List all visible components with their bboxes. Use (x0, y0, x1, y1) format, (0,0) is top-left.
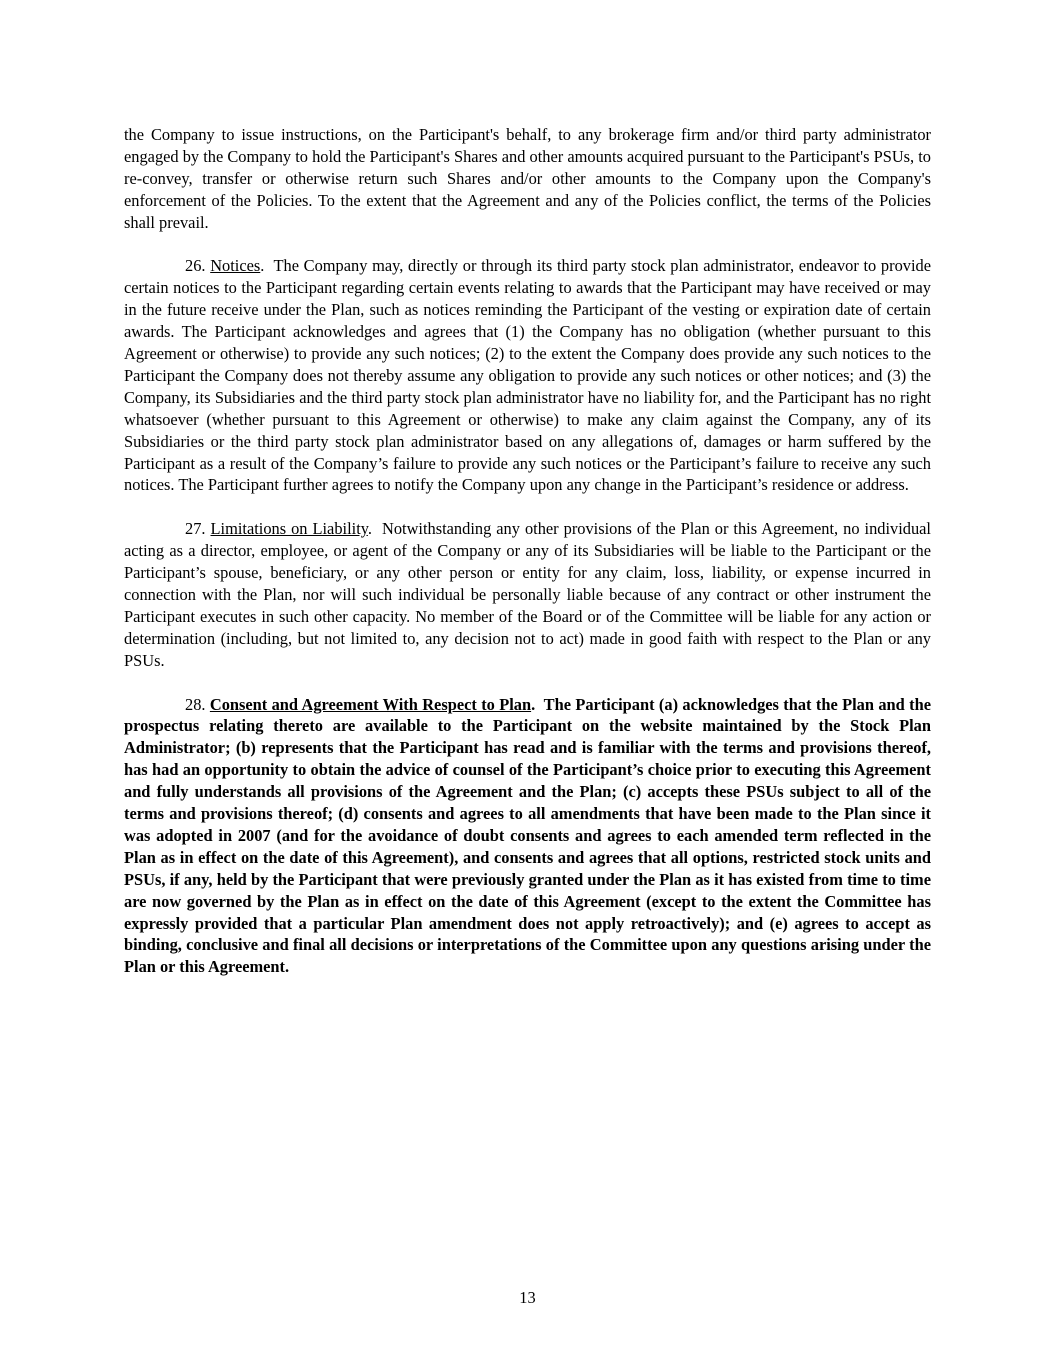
continuation-paragraph: the Company to issue instructions, on the Participant's behalf, to any brokerage firm and/or third party administrator engaged by the Company to hold the Participant's Shares and other amounts acquired pursuant to the Participant's PSUs, to re-convey, transfer or otherwise return such Shares and/or other amounts to the Company upon the Company's enforcement of the Policies. To the extent that the Agreement and any of the Policies conflict, the terms of the Policies shall prevail. (124, 125, 931, 232)
section-heading: Notices (210, 256, 261, 276)
section-heading-punct: . (260, 256, 265, 276)
section-number: 26. (185, 256, 206, 276)
section-heading-punct: . (531, 694, 536, 714)
section-heading: Limitations on Liability (210, 519, 368, 539)
section-body: Notwithstanding any other provisions of the Plan or this Agreement, no individual acting as a director, employee, or agent of the Company or any of its Subsidiaries will be liable to the Participant or the Participant’s spouse, beneficiary, or any other person or entity for any claim, loss, liability, or expense incurred in connection with the Plan, nor will such individual be personally liable because of any contract or other instrument the Participant executes in such other capacity. No member of the Board or of the Committee will be liable for any action or determination (including, but not limited to, any decision not to act) made in good faith with respect to the Plan or any PSUs. (124, 519, 931, 670)
section-27-limitations-on-liability (124, 518, 931, 671)
section-body: The Participant (a) acknowledges that the Plan and the prospectus relating thereto are available to the Participant on the website maintained by the Stock Plan Administrator; (b) represents that the Participant has read and is familiar with the terms and provisions thereof, has had an opportunity to obtain the advice of counsel of the Participant’s choice prior to executing this Agreement and fully understands all provisions of the Agreement and the Plan; (c) accepts these PSUs subject to all of the terms and provisions thereof; (d) consents and agrees to all amendments that have been made to the Plan since it was adopted in 2007 (and for the avoidance of doubt consents and agrees to each amended term reflected in the Plan as in effect on the date of this Agreement), and consents and agrees that all options, restricted stock units and PSUs, if any, held by the Participant that were previously granted under the Plan as it has existed from time to time are now governed by the Plan as in effect on the date of this Agreement (except to the extent the Committee has expressly provided that a particular Plan amendment does not apply retroactively); and (e) agrees to accept as binding, conclusive and final all decisions or interpretations of the Committee upon any questions arising under the Plan or this Agreement. (124, 694, 931, 977)
section-number: 27. (185, 519, 206, 539)
section-28-consent-and-agreement (124, 694, 931, 979)
section-26-notices (124, 255, 931, 496)
section-heading-punct: . (367, 519, 372, 539)
section-body: The Company may, directly or through its third party stock plan administrator, endeavor to provide certain notices to the Participant regarding certain events relating to awards that the Participant may have received or may in the future receive under the Plan, such as notices reminding the Participant of the vesting or expiration date of certain awards. The Participant acknowledges and agrees that (1) the Company has no obligation (whether pursuant to this Agreement or otherwise) to provide any such notices; (2) to the extent the Company does provide any such notices to the Participant the Company does not thereby assume any obligation to provide any such notices or other notices; and (3) the Company, its Subsidiaries and the third party stock plan administrator have no liability for, and the Participant has no right whatsoever (whether pursuant to this Agreement or otherwise) to make any claim against the Company, any of its Subsidiaries or the third party stock plan administrator based on any allegations of, damages or harm suffered by the Participant as a result of the Company’s failure to provide any such notices or the Participant’s failure to receive any such notices. The Participant further agrees to notify the Company upon any change in the Participant’s residence or address. (124, 256, 931, 495)
section-heading: Consent and Agreement With Respect to Plan (209, 694, 532, 714)
page-number: 13 (519, 1288, 536, 1307)
document-page (124, 124, 931, 1000)
section-number: 28. (185, 694, 206, 714)
